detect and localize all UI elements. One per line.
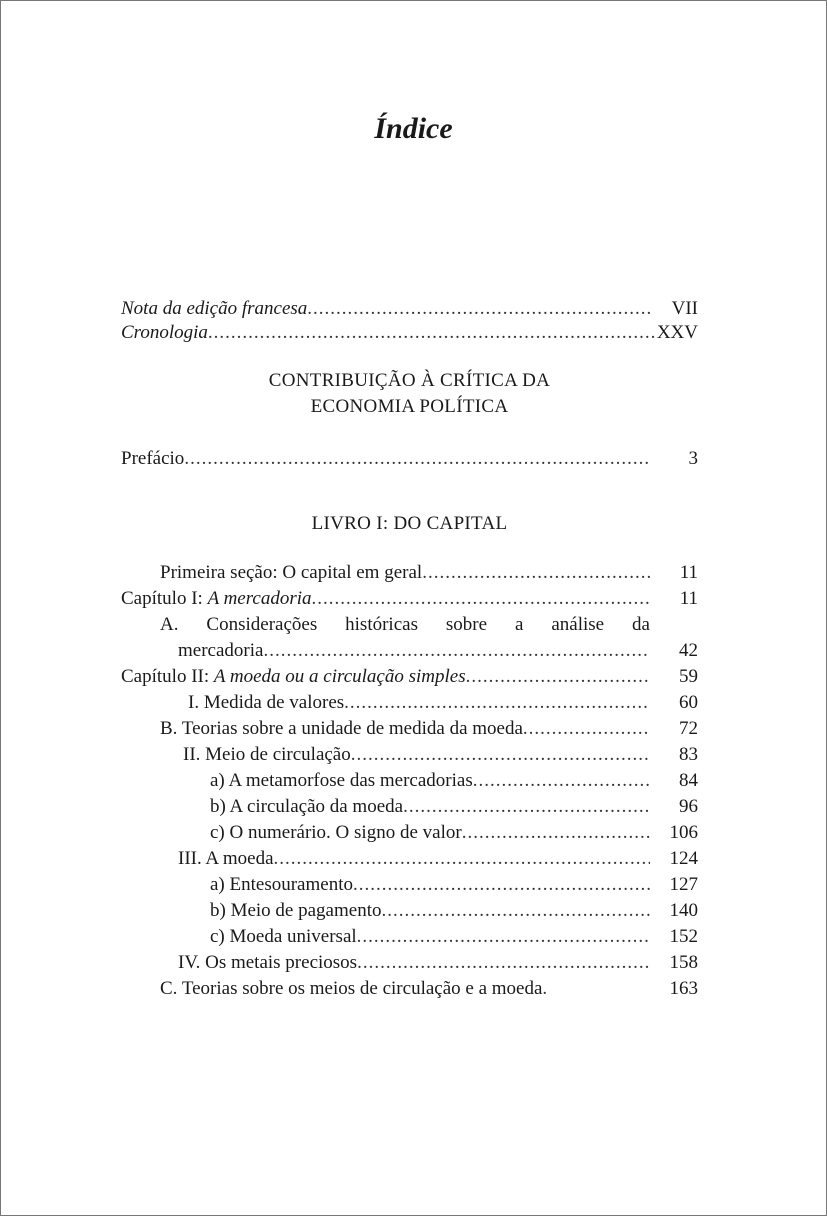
dot-leader [351,742,650,768]
toc-entry[interactable] [121,446,698,472]
dot-leader [274,846,650,872]
entry-label: mercadoria [178,640,264,661]
entry-page: 11 [679,588,698,609]
entry-page: 152 [669,926,698,947]
section-heading-line-2: ECONOMIA POLÍTICA [310,396,509,417]
toc-entry[interactable] [121,898,698,924]
entry-label: c) Moeda universal [210,926,357,947]
entry-page: 11 [679,562,698,583]
entry-page: 140 [669,900,698,921]
dot-leader [307,296,650,322]
entry-label: Nota da edição francesa [121,298,308,319]
entry-page: VII [671,298,698,319]
toc-entry[interactable] [121,586,698,612]
entry-page: 96 [679,796,698,817]
dot-leader [344,690,650,716]
entry-page: 163 [669,978,698,999]
entry-page: 60 [679,692,698,713]
toc-entry[interactable] [121,872,698,898]
entry-page: 83 [679,744,698,765]
dot-leader [466,664,650,690]
entry-label: B. Teorias sobre a unidade de medida da moeda [160,718,523,739]
entry-page: 124 [669,848,698,869]
entry-page: 3 [688,448,698,469]
entry-label: A. Considerações históricas sobre a análise da [160,614,650,635]
toc-entry[interactable] [121,716,698,742]
dot-leader [422,560,650,586]
entry-page: 84 [679,770,698,791]
entry-page: 158 [669,952,698,973]
toc-entry[interactable] [121,820,698,846]
entry-label: a) A metamorfose das mercadorias [210,770,473,791]
dot-leader [312,586,650,612]
toc-entry[interactable] [121,950,698,976]
page-title: Índice [374,112,453,145]
entry-page: 59 [679,666,698,687]
toc-entry[interactable] [121,612,650,638]
entry-label: C. Teorias sobre os meios de circulação e a moeda [160,978,543,999]
entry-page: 72 [679,718,698,739]
dot-leader [403,794,650,820]
toc-entry[interactable] [121,296,698,322]
dot-leader [542,976,548,1002]
entry-label: I. Medida de valores [188,692,345,713]
dot-leader [357,950,650,976]
entry-page: XXV [656,322,698,343]
toc-entry[interactable] [121,768,698,794]
entry-label: IV. Os metais preciosos [178,952,358,973]
entry-label: II. Meio de circulação [183,744,351,765]
entry-label: A moeda ou a circulação simples [213,666,466,687]
entry-page: 106 [669,822,698,843]
section-heading-line-1: CONTRIBUIÇÃO À CRÍTICA DA [268,370,551,391]
entry-label: Prefácio [121,448,185,469]
toc-entry-continuation[interactable] [121,638,698,664]
toc-entry[interactable] [121,690,698,716]
dot-leader [473,768,650,794]
toc-entry[interactable] [121,976,698,1002]
entry-label: c) O numerário. O signo de valor [210,822,462,843]
entry-prefix: Capítulo II: [121,666,214,687]
dot-leader [184,446,650,472]
entry-label: Cronologia [121,322,208,343]
toc-entry[interactable] [121,742,698,768]
entry-page: 127 [669,874,698,895]
dot-leader [462,820,650,846]
dot-leader [357,924,650,950]
dot-leader [523,716,650,742]
entry-label: Primeira seção: O capital em geral [160,562,423,583]
dot-leader [263,638,650,664]
dot-leader [381,898,650,924]
dot-leader [353,872,650,898]
entry-label: a) Entesouramento [210,874,353,895]
toc-entry[interactable] [121,560,698,586]
entry-page: 42 [679,640,698,661]
toc-entry[interactable] [121,794,698,820]
entry-label: b) Meio de pagamento [210,900,382,921]
entry-label: A mercadoria [207,588,312,609]
toc-entry[interactable] [121,846,698,872]
toc-entry[interactable] [121,664,698,690]
book-heading: LIVRO I: DO CAPITAL [311,513,508,534]
entry-label: b) A circulação da moeda [210,796,404,817]
entry-label: III. A moeda [178,848,274,869]
entry-prefix: Capítulo I: [121,588,208,609]
toc-entry[interactable] [121,924,698,950]
dot-leader [208,320,656,346]
toc-entry[interactable] [121,320,698,346]
